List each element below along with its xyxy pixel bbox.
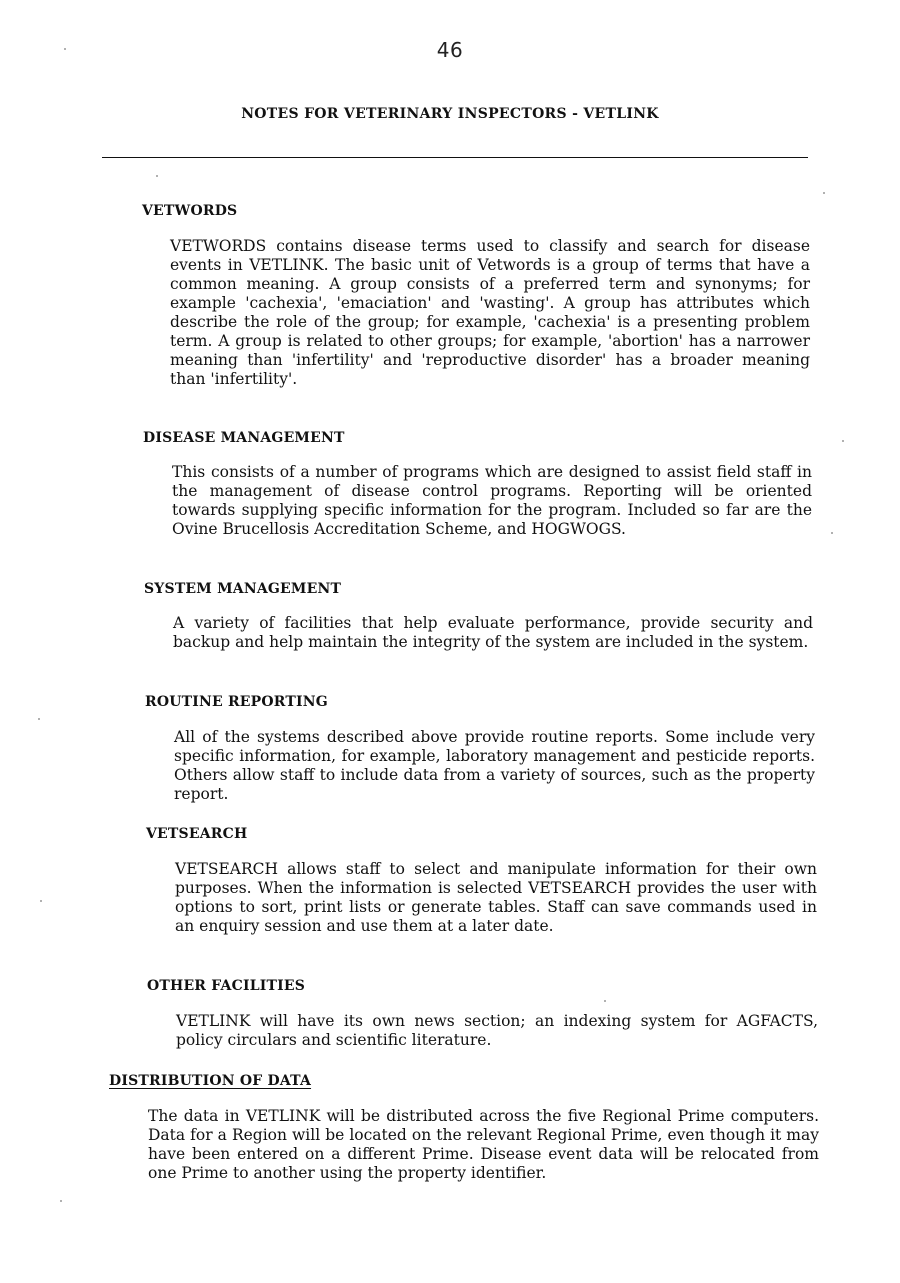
section-body-distribution-of-data: The data in VETLINK will be distributed across the five Regional Prime computers. Data for a Region will be located on the relevant Regional Prime, even though it may have been entered on a different Prime. Disease event data will be relocated from one Prime to another using the property identifier. <box>148 1107 819 1182</box>
page-title: NOTES FOR VETERINARY INSPECTORS - VETLINK <box>241 106 659 122</box>
section-heading-routine-reporting: ROUTINE REPORTING <box>145 694 328 710</box>
title-rule <box>102 157 808 158</box>
section-body-vetsearch: VETSEARCH allows staff to select and manipulate information for their own purposes. When the information is selected VETSEARCH provides the user with options to sort, print lists or generate tables. Staff can save commands used in an enquiry session and use them at a later date. <box>175 860 817 935</box>
scan-speck <box>40 900 42 902</box>
scan-speck <box>823 192 825 194</box>
section-body-other-facilities: VETLINK will have its own news section; an indexing system for AGFACTS, policy circulars and scientific literature. <box>176 1012 818 1049</box>
section-body-disease-management: This consists of a number of programs which are designed to assist field staff in the management of disease control programs. Reporting will be oriented towards supplying specific information for the program. Included so far are the Ovine Brucellosis Accreditation Scheme, and HOGWOGS. <box>172 463 812 538</box>
section-body-system-management: A variety of facilities that help evaluate performance, provide security and backup and help maintain the integrity of the system are included in the system. <box>173 614 813 651</box>
section-body-vetwords: VETWORDS contains disease terms used to classify and search for disease events in VETLINK. The basic unit of Vetwords is a group of terms that have a common meaning. A group consists of a preferred term and synonyms; for example 'cachexia', 'emaciation' and 'wasting'. A group has attributes which describe the role of the group; for example, 'cachexia' is a presenting problem term. A group is related to other groups; for example, 'abortion' has a narrower meaning than 'infertility' and 'reproductive disorder' has a broader meaning than 'infertility'. <box>170 237 810 388</box>
scan-speck <box>604 1000 606 1002</box>
scan-speck <box>831 532 833 534</box>
section-heading-vetwords: VETWORDS <box>142 203 238 219</box>
section-heading-vetsearch: VETSEARCH <box>146 826 248 842</box>
scan-speck <box>38 718 40 720</box>
page-number: 46 <box>436 38 464 62</box>
section-body-routine-reporting: All of the systems described above provide routine reports. Some include very specific information, for example, laboratory management and pesticide reports. Others allow staff to include data from a variety of sources, such as the property report. <box>174 728 815 803</box>
scan-speck <box>64 48 66 50</box>
scan-speck <box>156 175 158 177</box>
section-heading-other-facilities: OTHER FACILITIES <box>147 978 306 994</box>
scan-speck <box>60 1200 62 1202</box>
section-heading-system-management: SYSTEM MANAGEMENT <box>144 581 342 597</box>
scan-speck <box>842 440 844 442</box>
section-heading-disease-management: DISEASE MANAGEMENT <box>143 430 345 446</box>
section-heading-distribution-of-data: DISTRIBUTION OF DATA <box>109 1073 312 1089</box>
